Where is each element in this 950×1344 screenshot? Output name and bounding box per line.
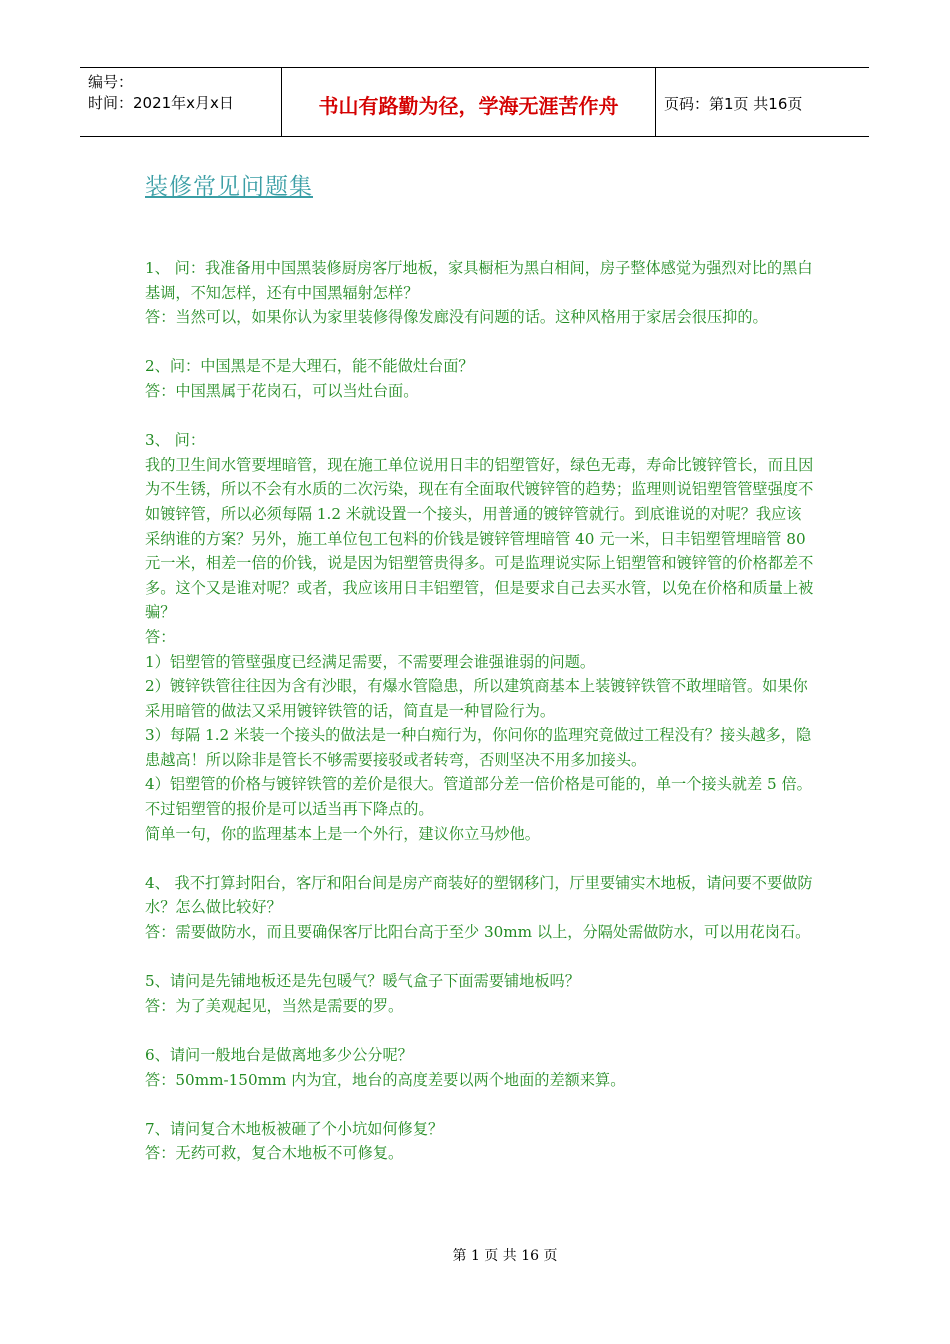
qa-line: 4、 我不打算封阳台，客厅和阳台间是房产商装好的塑钢移门，厅里要铺实木地板，请问要不要做防水？怎么做比较好？ [145, 873, 813, 917]
header-page-info: 页码：第1页 共16页 [664, 94, 803, 113]
qa-item-7 [145, 1117, 815, 1166]
qa-line: 2、问：中国黑是不是大理石，能不能做灶台面？ [145, 357, 474, 376]
document-date-label: 时间：2021年x月x日 [88, 94, 234, 112]
qa-line: 7、请问复合木地板被砸了个小坑如何修复？ [145, 1119, 444, 1138]
qa-line: 答：中国黑属于花岗石，可以当灶台面。 [145, 381, 419, 400]
qa-line: 4）铝塑管的价格与镀锌铁管的差价是很大。管道部分差一倍价格是可能的，单一个接头就差 5 倍。不过铝塑管的报价是可以适当再下降点的。 [145, 775, 812, 819]
footer-page-number: 第 1 页 共 16 页 [452, 1248, 558, 1264]
qa-item-3 [145, 428, 815, 846]
qa-line: 答：需要做防水，而且要确保客厅比阳台高于至少 30mm 以上，分隔处需做防水，可以用花岗石。 [145, 923, 811, 942]
qa-line: 3）每隔 1.2 米装一个接头的做法是一种白痴行为，你问你的监理究竟做过工程没有？接头越多，隐患越高！所以除非是管长不够需要接驳或者转弯，否则坚决不用多加接头。 [145, 726, 812, 769]
qa-line: 1、 问：我准备用中国黑装修厨房客厅地板，家具橱柜为黑白相间，房子整体感觉为强烈对比的黑白基调，不知怎样，还有中国黑辐射怎样？ [145, 259, 813, 302]
qa-item-4 [145, 871, 815, 945]
qa-line: 答：当然可以，如果你认为家里装修得像发廊没有问题的话。这种风格用于家居会很压抑的。 [145, 308, 768, 327]
qa-line: 1）铝塑管的管壁强度已经满足需要，不需要理会谁强谁弱的问题。 [145, 652, 596, 671]
qa-line: 5、请问是先铺地板还是先包暖气？暖气盒子下面需要铺地板吗？ [145, 972, 580, 991]
motto-text: 书山有路勤为径，学海无涯苦作舟 [318, 93, 619, 118]
document-number-label: 编号： [88, 73, 134, 91]
document-body [145, 256, 815, 1166]
document-title[interactable]: 装修常见问题集 [145, 174, 313, 200]
qa-line: 我的卫生间水管要埋暗管，现在施工单位说用日丰的铝塑管好，绿色无毒，寿命比镀锌管长，而且因为不生锈，所以不会有水质的二次污染，现在有全面取代镀锌管的趋势；监理则说铝塑管管壁强度不如镀锌管，所以必须每隔 1.2 米就设置一个接头，用普通的镀锌管就行。到底谁说的对呢？我应该采纳谁的方案？另外，施工单位包工包料的价钱是镀锌管埋暗管 40 元一米，日丰铝塑管埋暗管 80 元一米，相差一倍的价钱，说是因为铝塑管贵得多。可是监理说实际上铝塑管和镀锌管的价格都差不多。这个又是谁对呢？或者，我应该用日丰铝塑管，但是要求自己去买水管，以免在价格和质量上被骗？ [145, 455, 814, 622]
header-motto-cell [282, 68, 656, 136]
qa-line: 答：无药可救，复合木地板不可修复。 [145, 1144, 404, 1163]
header-meta-cell [80, 68, 282, 136]
qa-item-1 [145, 256, 815, 330]
qa-line: 6、请问一般地台是做离地多少公分呢？ [145, 1046, 413, 1064]
qa-item-6 [145, 1043, 815, 1092]
qa-line: 答：为了美观起见，当然是需要的罗。 [145, 996, 404, 1015]
qa-line: 2）镀锌铁管往往因为含有沙眼，有爆水管隐患，所以建筑商基本上装镀锌铁管不敢埋暗管。如果你采用暗管的做法又采用镀锌铁管的话，简直是一种冒险行为。 [145, 677, 808, 720]
qa-item-2 [145, 354, 815, 403]
header-page-cell [656, 68, 869, 136]
qa-line: 3、 问： [145, 431, 206, 450]
qa-line: 简单一句，你的监理基本上是一个外行，建议你立马炒他。 [145, 824, 540, 843]
page-footer [0, 1245, 950, 1265]
qa-line: 答： [145, 627, 176, 646]
qa-line: 答：50mm-150mm 内为宜，地台的高度差要以两个地面的差额来算。 [145, 1070, 626, 1089]
qa-item-5 [145, 969, 815, 1018]
page-header [80, 67, 869, 137]
